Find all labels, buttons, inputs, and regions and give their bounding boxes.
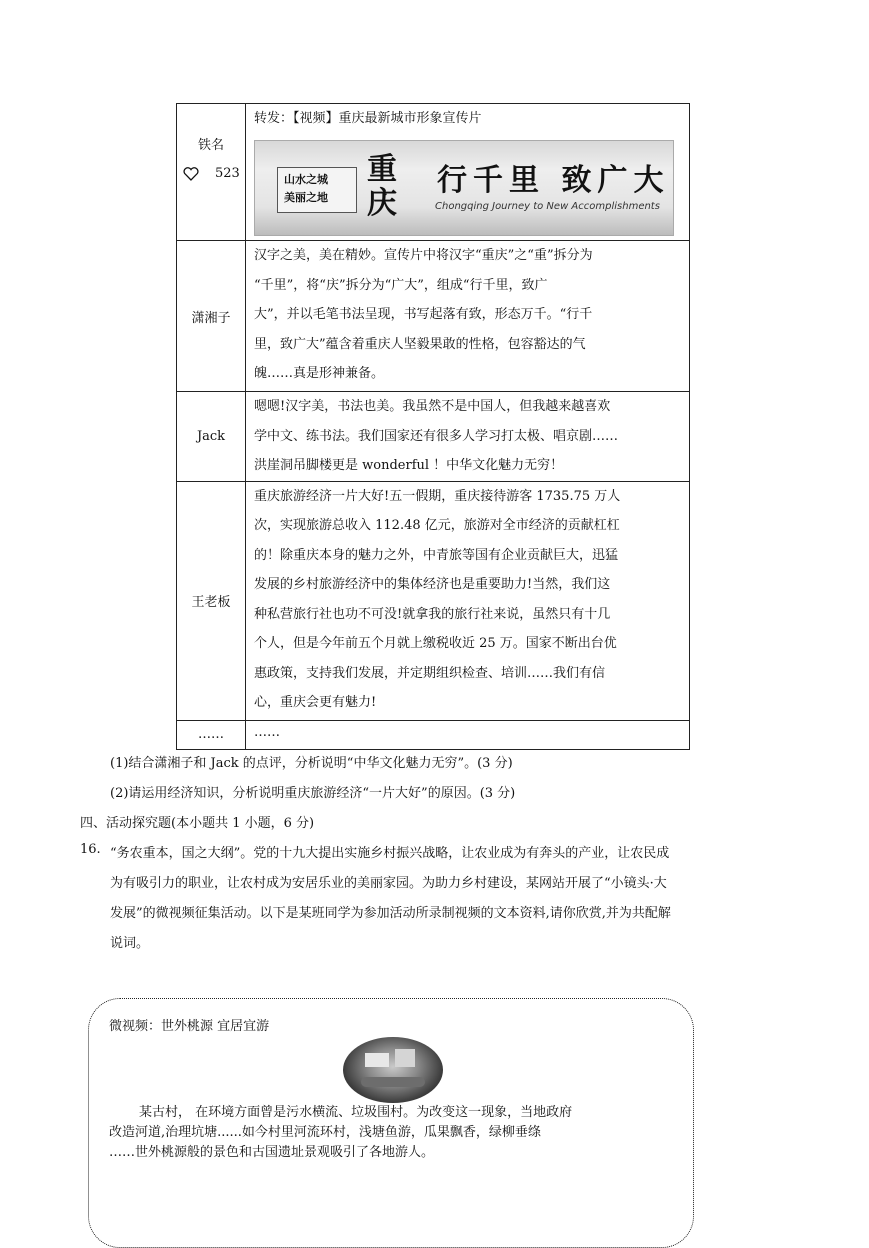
nickname: 铁名: [197, 138, 224, 153]
comment-cell: [246, 104, 690, 241]
comment-line: ……: [254, 724, 280, 740]
question-number: 16.: [80, 842, 101, 857]
banner-english: Chongqing Journey to New Accomplishments: [435, 200, 660, 212]
comment-line: 惠政策，支持我们发展，并定期组织检查、培训……我们有信: [254, 665, 606, 681]
comment-line: 学中文、练书法。我们国家还有很多人学习打太极、唱京剧……: [254, 428, 619, 444]
nickname: 王老板: [177, 481, 246, 720]
comment-line: 里，致广大”蕴含着重庆人坚毅果敢的性格，包容豁达的气: [254, 336, 586, 352]
question-16-line: 说词。: [110, 936, 150, 951]
banner-slogan: 行千里 致广大: [437, 162, 670, 198]
comment-line: 魄……真是形神兼备。: [254, 366, 385, 381]
video-banner-image[interactable]: [254, 140, 674, 236]
table-row: [177, 241, 690, 392]
description-line: ……世外桃源般的景色和古国遗址景观吸引了各地游人。: [109, 1145, 435, 1160]
table-row: [177, 104, 690, 241]
video-description: [109, 1103, 572, 1163]
comment-line: 嗯嗯!汉字美，书法也美。我虽然不是中国人，但我越来越喜欢: [254, 399, 611, 414]
video-text-box: [88, 998, 694, 1248]
comment-cell: [246, 241, 690, 392]
nickname: Jack: [177, 392, 246, 482]
comment-line: “千里”，将“庆”拆分为“广大”，组成“行千里，致广: [254, 277, 548, 293]
question-16-line: 发展”的微视频征集活动。以下是某班同学为参加活动所录制视频的文本资料,请你欣赏,并为共配解: [110, 906, 671, 921]
comment-line: 大”，并以毛笔书法呈现，书写起落有致，形态万千。“行千: [254, 307, 593, 322]
comment-line: 洪崖洞吊脚楼更是 wonderful ！中华文化魅力无穷！: [254, 458, 564, 473]
comment-line: 的！除重庆本身的魅力之外，中青旅等国有企业贡献巨大，迅猛: [254, 547, 619, 563]
like-counter[interactable]: [183, 166, 240, 181]
question-1: (1)结合潇湘子和 Jack 的点评，分析说明“中华文化魅力无穷”。(3 分): [110, 756, 513, 771]
description-line: 改造河道,治理坑塘......如今村里河流环村，浅塘鱼游，瓜果飘香，绿柳垂绦: [109, 1125, 541, 1140]
comment-cell: [246, 481, 690, 720]
like-count: 523: [215, 166, 240, 181]
question-16-line: 为有吸引力的职业，让农村成为安居乐业的美丽家园。为助力乡村建设，某网站开展了“小镜头·大: [110, 876, 667, 891]
repost-title[interactable]: 转发：【视频】重庆最新城市形象宣传片: [254, 111, 482, 126]
table-row: [177, 720, 690, 749]
description-line: 某古村， 在环境方面曾是污水横流、垃圾围村。为改变这一现象，当地政府: [139, 1105, 573, 1120]
comment-line: 个人，但是今年前五个月就上缴税收近 25 万。国家不断出台优: [254, 636, 617, 651]
comment-line: 次，实现旅游总收入 112.48 亿元，旅游对全市经济的贡献杠杠: [254, 518, 620, 533]
banner-city-calligraphy: 重庆: [367, 151, 399, 221]
table-row: [177, 481, 690, 720]
nickname: ……: [177, 720, 246, 749]
banner-tagline: 山水之城 美丽之地: [277, 167, 357, 213]
comment-line: 发展的乡村旅游经济中的集体经济也是重要助力!当然，我们这: [254, 577, 611, 592]
comment-cell: [246, 720, 690, 749]
section-title: 四、活动探究题(本小题共 1 小题，6 分): [80, 816, 315, 831]
question-16-line: “务农重本，国之大纲”。党的十九大提出实施乡村振兴战略，让农业成为有奔头的产业，让农民成: [110, 846, 670, 861]
comment-cell: [246, 392, 690, 482]
nickname-cell: [177, 104, 246, 241]
comment-line: 种私营旅行社也功不可没!就拿我的旅行社来说，虽然只有十几: [254, 606, 611, 622]
comments-table: [176, 103, 690, 750]
question-2: (2)请运用经济知识，分析说明重庆旅游经济“一片大好”的原因。(3 分): [110, 786, 516, 801]
comment-line: 重庆旅游经济一片大好!五一假期，重庆接待游客 1735.75 万人: [254, 488, 621, 504]
table-row: [177, 392, 690, 482]
comment-line: 心，重庆会更有魅力!: [254, 695, 377, 710]
comment-line: 汉字之美，美在精妙。宣传片中将汉字“重庆”之“重”拆分为: [254, 248, 593, 263]
village-photo: [343, 1037, 443, 1103]
video-title: 微视频：世外桃源 宜居宜游: [109, 1019, 270, 1034]
nickname: 潇湘子: [177, 241, 246, 392]
heart-icon[interactable]: [183, 167, 199, 181]
